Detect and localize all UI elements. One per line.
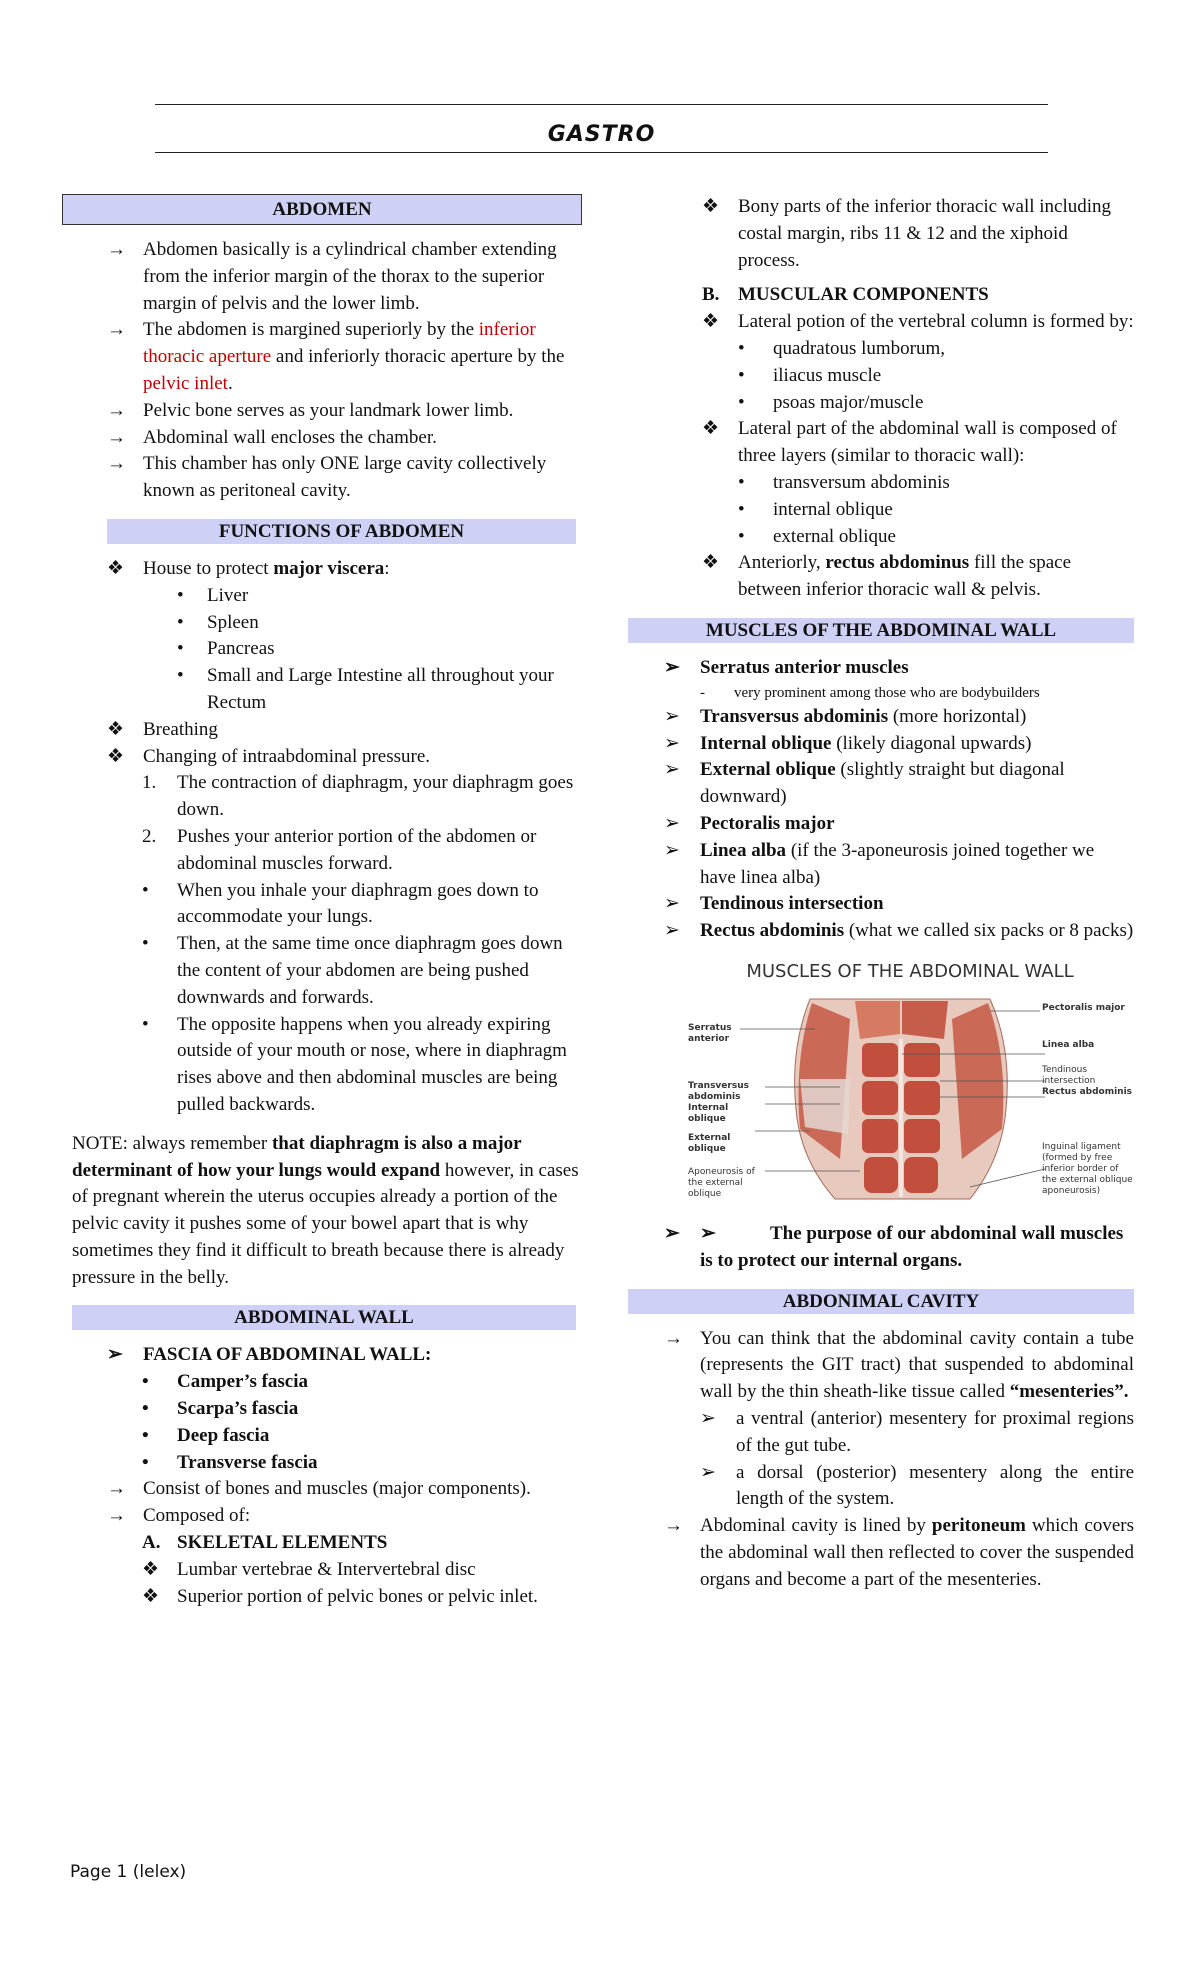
page-title: GASTRO: [547, 122, 656, 147]
figure-title: MUSCLES OF THE ABDOMINAL WALL: [746, 960, 1074, 982]
list-item: ❖ Lateral potion of the vertebral column is formed by:: [702, 309, 1134, 336]
list-item: ➢ Pectoralis major: [664, 811, 1134, 838]
list-item: ➢ Serratus anterior muscles: [664, 655, 1134, 682]
list-item: ❖ Breathing: [107, 717, 582, 744]
figure-label: Linea alba: [1042, 1039, 1095, 1050]
chevron-bullet-icon: ➢: [664, 920, 680, 942]
header-top-rule: [155, 104, 1048, 105]
dot-bullet-icon: •: [738, 337, 745, 359]
diamond-bullet-icon: ❖: [107, 718, 125, 740]
list-item: • Scarpa’s fascia: [142, 1396, 582, 1423]
list-item: ➢ Transversus abdominis (more horizontal): [664, 704, 1134, 731]
figure-label: Internal oblique: [688, 1102, 729, 1124]
list-item: → Consist of bones and muscles (major components).: [107, 1476, 582, 1503]
muscular-block: [628, 282, 1134, 604]
list-item: ➢ a dorsal (posterior) mesentery along the entire length of the system.: [700, 1461, 1134, 1510]
list-item: ❖ Lateral part of the abdominal wall is composed of three layers (similar to thoracic wall):: [702, 418, 1117, 467]
list-item: 2. Pushes your anterior portion of the abdomen or abdominal muscles forward.: [142, 825, 537, 874]
diamond-bullet-icon: ❖: [702, 196, 720, 217]
diamond-bullet-icon: ❖: [142, 1585, 160, 1607]
chevron-bullet-icon: ➢: [664, 656, 680, 678]
section-heading-functions: FUNCTIONS OF ABDOMEN: [107, 519, 576, 544]
diamond-bullet-icon: ❖: [107, 557, 125, 579]
figure-label: Transversus abdominis: [688, 1080, 749, 1102]
dot-bullet-icon: •: [738, 525, 745, 547]
list-item: • psoas major/muscle: [738, 390, 1134, 417]
list-item: ❖ Anteriorly, rectus abdominus fill the space between inferior thoracic wall & pelvis.: [702, 552, 1072, 601]
list-item: ➢ FASCIA OF ABDOMINAL WALL:: [107, 1342, 582, 1369]
list-item: → Abdominal cavity is lined by peritoneum which covers the abdominal wall then reflected to cover the suspended organs and become a part of the mesenteries.: [664, 1515, 1134, 1590]
diamond-bullet-icon: ❖: [702, 418, 720, 440]
arrow-icon: →: [107, 453, 126, 475]
highlight-text: pelvic inlet: [143, 372, 228, 394]
header-bottom-rule: [155, 152, 1048, 153]
dot-bullet-icon: •: [142, 933, 149, 955]
list-item: • Deep fascia: [142, 1423, 582, 1450]
list-item: ➢ Tendinous intersection: [664, 891, 1134, 918]
dot-bullet-icon: •: [142, 1013, 149, 1035]
list-item: ❖ Superior portion of pelvic bones or pelvic inlet.: [142, 1584, 582, 1611]
arrow-icon: →: [664, 1515, 683, 1537]
chevron-bullet-icon: ➢: [700, 1407, 716, 1429]
list-item: A. SKELETAL ELEMENTS: [142, 1532, 388, 1554]
chevron-bullet-icon: ➢: [664, 893, 680, 915]
list-item: • external oblique: [738, 524, 1134, 551]
arrow-icon: →: [107, 1478, 126, 1500]
list-item: ➢ Internal oblique (likely diagonal upwards): [664, 731, 1134, 758]
list-item: • When you inhale your diaphragm goes down to accommodate your lungs.: [142, 879, 539, 928]
abdominal-wall-list: [62, 1342, 582, 1610]
chevron-bullet-icon: ➢: [664, 759, 680, 781]
dot-bullet-icon: •: [738, 471, 745, 493]
highlight-text: inferior thoracic aperture: [143, 319, 536, 368]
list-item: → Abdomen basically is a cylindrical chamber extending from the inferior margin of the thorax to the superior margin of pelvis and the lower limb.: [107, 239, 557, 314]
arrow-icon: →: [107, 239, 126, 260]
list-item: ❖ Bony parts of the inferior thoracic wall including costal margin, ribs 11 & 12 and the xiphoid process.: [702, 196, 1112, 271]
arrow-icon: →: [107, 426, 126, 448]
dot-bullet-icon: •: [142, 1451, 149, 1473]
section-heading-abdomen: ABDOMEN: [62, 194, 582, 225]
abdomen-list: [62, 237, 582, 505]
section-heading-cavity: ABDONIMAL CAVITY: [628, 1289, 1134, 1314]
list-number: 2.: [142, 825, 157, 847]
list-item: ➢ Rectus abdominis (what we called six packs or 8 packs): [664, 918, 1134, 945]
list-item: → Pelvic bone serves as your landmark lower limb.: [107, 398, 582, 425]
chevron-bullet-icon: ➢: [107, 1344, 123, 1366]
list-item: • iliacus muscle: [738, 363, 1134, 390]
section-heading-muscles: MUSCLES OF THE ABDOMINAL WALL: [628, 618, 1134, 643]
page-footer: Page 1 (lelex): [70, 1862, 187, 1882]
figure-label: External oblique: [688, 1132, 731, 1154]
list-item: • Then, at the same time once diaphragm goes down the content of your abdomen are being pushed downwards and forwards.: [142, 933, 563, 1008]
muscles-list: [628, 655, 1134, 945]
diamond-bullet-icon: ❖: [107, 745, 125, 767]
list-item: • Pancreas: [177, 636, 582, 663]
list-item: → This chamber has only ONE large cavity collectively known as peritoneal cavity.: [107, 453, 547, 502]
dot-bullet-icon: •: [177, 665, 184, 687]
dot-bullet-icon: •: [177, 584, 184, 606]
arrow-icon: →: [664, 1327, 683, 1349]
right-column: [628, 194, 1134, 1593]
list-item: • Small and Large Intestine all throughout your Rectum: [177, 665, 554, 713]
left-column: [62, 190, 582, 1610]
purpose-block: [628, 1221, 1134, 1275]
figure-label: Pectoralis major: [1042, 1002, 1125, 1013]
arrow-icon: →: [107, 399, 126, 421]
chevron-bullet-icon: ➢: [664, 732, 680, 754]
list-item: • Liver: [177, 583, 582, 610]
diamond-bullet-icon: ❖: [142, 1558, 160, 1580]
chevron-bullet-icon: ➢: [700, 1222, 716, 1244]
chevron-bullet-icon: ➢: [664, 1222, 680, 1244]
chevron-bullet-icon: ➢: [664, 839, 680, 861]
figure-label: Aponeurosis of the external oblique: [688, 1166, 755, 1199]
list-item: • Spleen: [177, 610, 582, 637]
dot-bullet-icon: •: [177, 611, 184, 633]
abdominal-muscles-figure: [688, 959, 1133, 1213]
arrow-icon: →: [107, 1505, 126, 1527]
list-item: ➢ a ventral (anterior) mesentery for proximal regions of the gut tube.: [700, 1407, 1134, 1456]
diamond-bullet-icon: ❖: [702, 552, 720, 574]
list-item: B. MUSCULAR COMPONENTS: [702, 284, 989, 306]
list-item: ➢ External oblique (slightly straight but diagonal downward): [664, 759, 1065, 808]
list-item: • transversum abdominis: [738, 470, 1134, 497]
dot-bullet-icon: •: [142, 879, 149, 901]
dot-bullet-icon: •: [177, 638, 184, 660]
note-paragraph: NOTE: always remember that diaphragm is also a major determinant of how your lungs would expand however, in cases of pregnant wherein the uterus occupies already a portion of the pelvic cavity it pushes some of your bowel apart that is why sometimes they find it difficult to breath because there is already pressure in the belly.: [72, 1132, 579, 1288]
list-item: ❖ House to protect major viscera:: [107, 556, 582, 583]
section-heading-abdominal-wall: ABDOMINAL WALL: [72, 1305, 576, 1330]
list-item: • Camper’s fascia: [142, 1369, 582, 1396]
chevron-bullet-icon: ➢: [664, 812, 680, 834]
list-item: ➢ Linea alba (if the 3-aponeurosis joined together we have linea alba): [664, 839, 1095, 888]
list-item: → The abdomen is margined superiorly by the inferior thoracic aperture and inferiorly thoracic aperture by the pelvic inlet.: [107, 319, 565, 394]
list-item: • Transverse fascia: [142, 1450, 582, 1477]
dot-bullet-icon: •: [738, 498, 745, 520]
dot-bullet-icon: •: [142, 1398, 149, 1420]
figure-label: Rectus abdominis: [1042, 1086, 1133, 1097]
dot-bullet-icon: •: [142, 1424, 149, 1446]
chevron-bullet-icon: ➢: [664, 705, 680, 727]
diamond-bullet-icon: ❖: [702, 311, 720, 333]
dot-bullet-icon: •: [738, 364, 745, 386]
functions-list: [62, 556, 582, 1119]
arrow-icon: →: [107, 319, 126, 341]
figure-label: Serratus anterior: [688, 1022, 732, 1044]
list-item: ➢ ➢ The purpose of our abdominal wall muscles is to protect our internal organs.: [664, 1222, 1124, 1271]
list-item: → Abdominal wall encloses the chamber.: [107, 425, 582, 452]
list-item: → Composed of:: [107, 1503, 582, 1530]
dot-bullet-icon: •: [142, 1371, 149, 1393]
chevron-bullet-icon: ➢: [700, 1461, 716, 1483]
list-item: → You can think that the abdominal cavity contain a tube (represents the GIT tract) that suspended to abdominal wall by the thin sheath-like tissue called “mesenteries”.: [664, 1327, 1134, 1403]
bony-block: [628, 194, 1134, 274]
figure-label: Tendinous intersection: [1042, 1064, 1096, 1086]
list-item: 1. The contraction of diaphragm, your diaphragm goes down.: [142, 772, 574, 821]
figure-label: Inguinal ligament (formed by free inferior border of the external oblique aponeurosis): [1042, 1141, 1133, 1196]
list-number: 1.: [142, 772, 157, 794]
list-item: ❖ Changing of intraabdominal pressure.: [107, 744, 582, 771]
cavity-list: [628, 1326, 1134, 1594]
list-item: • The opposite happens when you already expiring outside of your mouth or nose, where in diaphragm rises above and then abdominal muscles are being pulled backwards.: [142, 1013, 567, 1115]
dot-bullet-icon: •: [738, 391, 745, 413]
list-item: • quadratous lumborum,: [738, 336, 1134, 363]
list-item: ❖ Lumbar vertebrae & Intervertebral disc: [142, 1557, 582, 1584]
list-item: • internal oblique: [738, 497, 1134, 524]
list-item: - very prominent among those who are bodybuilders: [700, 684, 1040, 701]
